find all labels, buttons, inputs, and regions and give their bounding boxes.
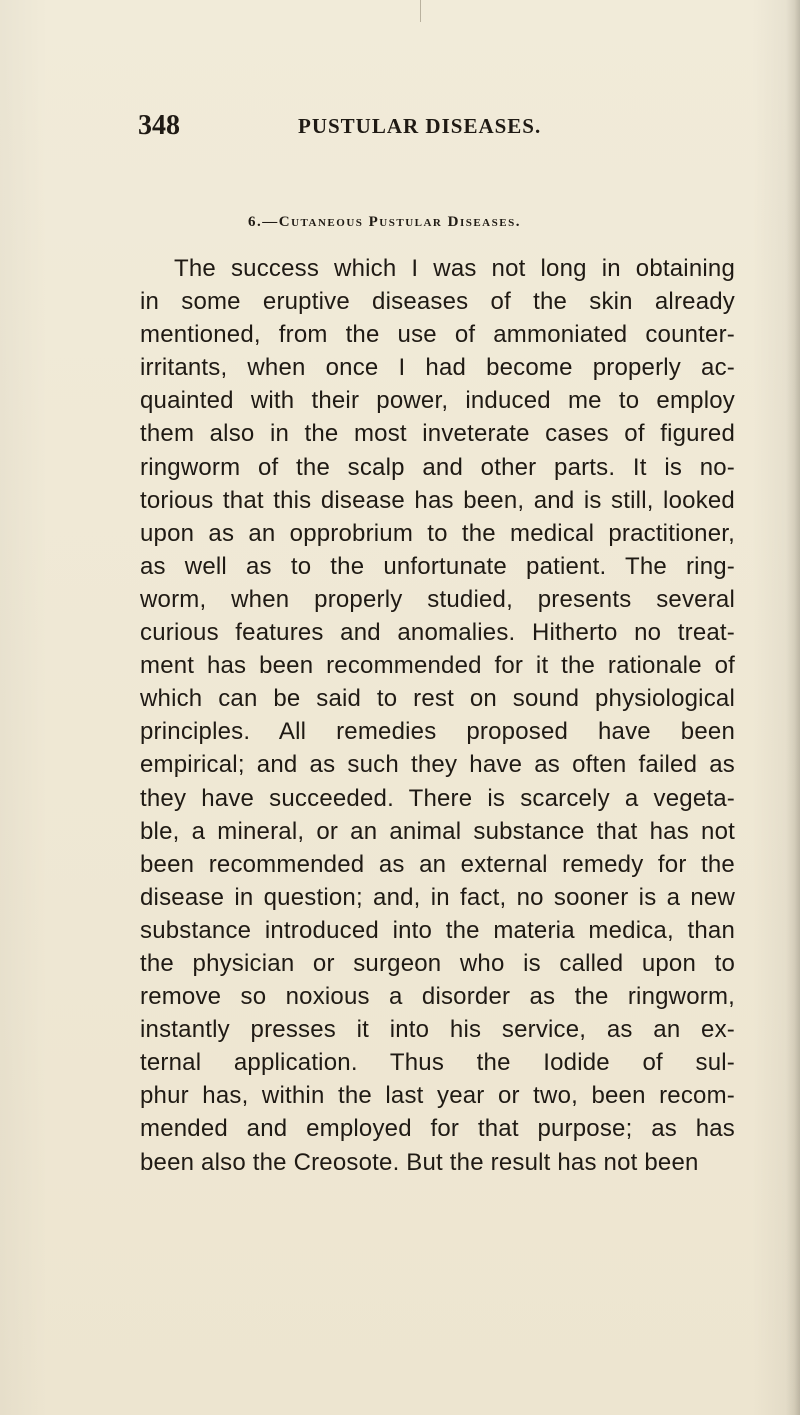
text-line: they have succeeded. There is scarcely a vegeta- <box>140 784 735 812</box>
text-line: ble, a mineral, or an animal substance that has not <box>140 817 735 845</box>
text-line: the physician or surgeon who is called upon to <box>140 949 735 977</box>
text-line: The success which I was not long in obtaining <box>174 255 735 282</box>
text-line: quainted with their power, induced me to employ <box>140 387 735 415</box>
running-title: PUSTULAR DISEASES. <box>298 114 542 138</box>
body-paragraph <box>140 252 735 1179</box>
text-line: curious features and anomalies. Hitherto no treat- <box>140 619 735 647</box>
text-line: substance introduced into the materia medica, than <box>140 916 735 944</box>
text-line: mended and employed for that purpose; as has <box>140 1115 735 1143</box>
text-line: ternal application. Thus the Iodide of sul- <box>140 1049 735 1077</box>
page-edge-shadow <box>786 0 800 1415</box>
text-line: in some eruptive diseases of the skin already <box>140 288 735 316</box>
section-heading: 6.—Cutaneous Pustular Diseases. <box>248 214 521 230</box>
text-line: been also the Creosote. But the result has not been <box>140 1148 699 1176</box>
text-line: principles. All remedies proposed have been <box>140 718 735 746</box>
text-line: worm, when properly studied, presents several <box>140 585 735 613</box>
text-line: phur has, within the last year or two, been recom- <box>140 1082 735 1110</box>
text-line: empirical; and as such they have as often failed as <box>140 751 735 779</box>
text-line: disease in question; and, in fact, no sooner is a new <box>140 883 735 911</box>
running-head <box>0 110 800 150</box>
text-line: as well as to the unfortunate patient. The ring- <box>140 552 735 580</box>
page-number: 348 <box>138 110 180 141</box>
text-line: which can be said to rest on sound physiological <box>140 685 735 713</box>
text-line: instantly presses it into his service, as an ex- <box>140 1016 735 1044</box>
text-line: upon as an opprobrium to the medical practitioner, <box>140 519 735 547</box>
scan-mark <box>420 0 421 22</box>
text-line: them also in the most inveterate cases of figured <box>140 420 735 448</box>
text-line: ringworm of the scalp and other parts. It is no- <box>140 453 735 481</box>
text-line: been recommended as an external remedy for the <box>140 850 735 878</box>
text-line: torious that this disease has been, and is still, looked <box>140 486 735 514</box>
text-line: mentioned, from the use of ammoniated counter- <box>140 321 735 349</box>
text-line: ment has been recommended for it the rationale of <box>140 652 735 680</box>
text-line: remove so noxious a disorder as the ringworm, <box>140 983 735 1011</box>
text-line: irritants, when once I had become properly ac- <box>140 354 735 382</box>
